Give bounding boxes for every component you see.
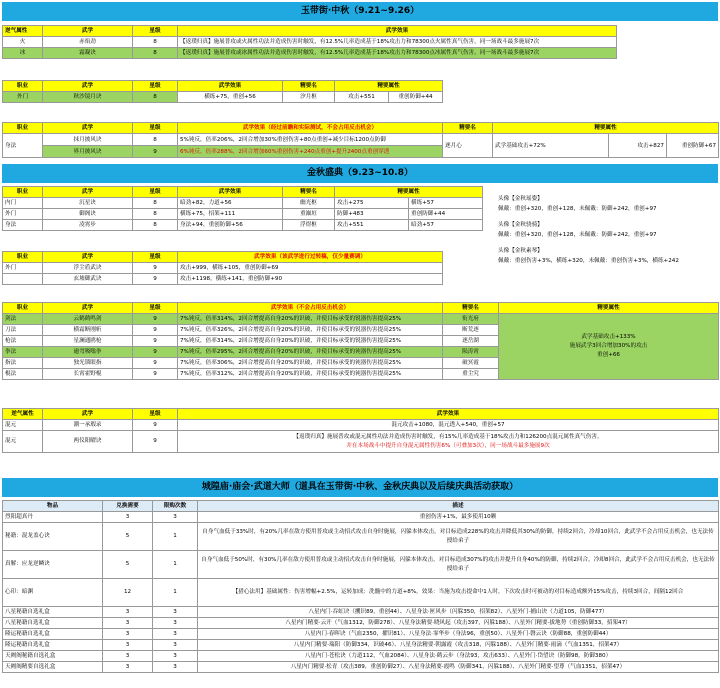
cell-line: 并在本场战斗中提升自身混元属性伤害6%（可叠加3次），同一场战斗最多施展9次 — [346, 442, 550, 449]
cell: 混元 — [3, 420, 43, 431]
cell: 9 — [133, 274, 178, 285]
col-header: 武学效果（经过前瞻和实际测试，不会占用反击机会） — [178, 123, 443, 134]
col-header: 武学 — [43, 303, 133, 314]
cell: 逐月心 — [443, 134, 493, 158]
col-header: 描述 — [198, 501, 719, 512]
col-header: 精要名 — [443, 123, 493, 134]
cell: 刀法 — [3, 325, 43, 336]
element-table-3 — [2, 122, 719, 158]
cell: 横练+75，招架+111 — [178, 209, 283, 220]
cell: 3 — [153, 607, 198, 618]
col-header: 精要属性 — [335, 81, 443, 92]
cell: 逐岳湖 — [443, 336, 499, 347]
cell: 八星内门精要·瑞阳（防御334，识破46）、八星身法精要·朝露霞（攻击318，闪躲188）、八星外门精要·雨滴（气血1351，招架47） — [198, 640, 719, 651]
cell: 5%钝反，倍率206%，2回合增加30%重创伤害+80点重创+减少目标1200点防御 — [178, 134, 443, 146]
item-name: 八星秘籍自选礼盒 — [3, 607, 103, 618]
col-header: 星级 — [133, 123, 178, 134]
cell: 凌霄步 — [43, 220, 133, 231]
cell: 9 — [133, 325, 178, 336]
col-header: 武学 — [43, 26, 133, 37]
cell: 两仪阳曜诀 — [43, 431, 133, 453]
col-header: 精要名 — [283, 187, 335, 198]
cell: 7%钝反，倍率326%，2回合增提高自身20%的识破，并使目标承受的锐器伤害提高25% — [178, 325, 443, 336]
col-header: 武学 — [43, 187, 133, 198]
cell: 重巅垣 — [283, 209, 335, 220]
cell: 身法+94，重创防御+56 — [178, 220, 283, 231]
cell: 冰 — [3, 48, 43, 59]
cell: 断荒逐 — [443, 325, 499, 336]
col-header: 星级 — [133, 187, 178, 198]
cell: 八星内门·春晖诀（气血2350，擢识81）、八星身法·霏华步（身法96，重创50）、八星外门·磬云诀（防御88，重创防御44） — [198, 629, 719, 640]
cell: 横霜断刚斩 — [43, 325, 133, 336]
cell: 浮煜枢 — [283, 220, 335, 231]
cell: 玄墟御武诀 — [43, 274, 133, 285]
cell: 外门 — [3, 263, 43, 274]
cell: 暗劲+82，力道+56 — [178, 198, 283, 209]
cell: 外门 — [3, 92, 43, 103]
cell: 8 — [133, 220, 178, 231]
cell: 3 — [153, 651, 198, 662]
cell: 9 — [133, 263, 178, 274]
cell: 潮一承瑕录 — [43, 420, 133, 431]
col-header: 星级 — [133, 26, 178, 37]
cell: 身法 — [3, 220, 43, 231]
cell: 浮尘盾武诀 — [43, 263, 133, 274]
cell: 【猎心法用】基础属性：伤害增幅+2.5%，运转加成：洗髓中的力道+8%。效果：当施为攻击提命中1人时，下次攻击时可被动的对目标造成额外15%攻击，持续3回合，间隔12回合 — [198, 579, 719, 607]
cell: 汐月枢 — [283, 92, 335, 103]
cell: 3 — [103, 629, 153, 640]
cell: 陨涛霄 — [443, 347, 499, 358]
item-name: 秘籍：混龙盖心诀 — [3, 523, 103, 551]
cell: 霜凝诀 — [43, 48, 133, 59]
col-header: 精要属性 — [493, 123, 719, 134]
col-header: 武学效果（不会占用反击机会） — [178, 303, 443, 314]
cell: 武学基础攻击+72% — [493, 134, 609, 158]
cell: 3 — [103, 662, 153, 673]
side-line: 重创+66 — [597, 352, 620, 358]
cell: 外门 — [3, 209, 43, 220]
col-header: 武学 — [43, 252, 133, 263]
cell: 八星内门·苍松诀（力道112，气血2084）、八星身法·鹤云步（身法93，攻击633）、八星外门·岱望诀（防御98，防御380） — [198, 651, 719, 662]
col-header: 职业 — [3, 303, 43, 314]
cell: 3 — [103, 512, 153, 523]
col-header: 星级 — [133, 409, 178, 420]
cell: 3 — [103, 607, 153, 618]
item-name: 天阙阁秘籍自选礼盒 — [3, 651, 103, 662]
col-header: 限购次数 — [153, 501, 198, 512]
cell: 7%钝反，倍率314%，2回合增提高自身20%的识破，并使目标承受的锐器伤害提高25% — [178, 336, 443, 347]
cell: 枪法 — [3, 336, 43, 347]
element-table-2 — [2, 80, 443, 103]
cell: 8 — [133, 198, 178, 209]
cell: 3 — [103, 618, 153, 629]
cell: 8 — [133, 48, 178, 59]
col-header: 逆气属性 — [3, 26, 43, 37]
cell: 3 — [103, 640, 153, 651]
cell: 6%钝反，倍率288%，2回合增加60%重创伤害+240点重创+提升2400点重创穿透 — [178, 146, 443, 158]
cell: 内门 — [3, 198, 43, 209]
cell: 9 — [133, 146, 178, 158]
cell: 【返璞归真】施展普攻或火属性功法并造成伤害时触发，有12.5%几率造成基于18%攻击力和78300点火属性真气伤害，同一场战斗最多施展7次 — [178, 37, 617, 48]
item-name: 隆运秘籍自选礼盒 — [3, 629, 103, 640]
cell-line: 【返璞归真】施展普攻或混元属性功法并造成伤害时触发，有15%几率造成基于18%攻击力和126200点混元属性真气伤害。 — [293, 433, 603, 440]
col-header: 精要名 — [443, 303, 499, 314]
cell: 重尘究 — [443, 369, 499, 380]
cell: 长霄霍野棍 — [43, 369, 133, 380]
col-header: 精要属性 — [335, 187, 483, 198]
cell: 1 — [153, 551, 198, 579]
cell: 防御+483 — [335, 209, 409, 220]
cell — [178, 431, 719, 453]
cell: 独光锁眼指 — [43, 358, 133, 369]
cell: 重创防御+44 — [409, 209, 483, 220]
cell: 7%钝反，倍率306%，2回合增提高自身20%的识破，并使目标承受的钝器伤害提高25% — [178, 358, 443, 369]
col-header: 武学效果（该武学进行过转稿，仅少量赛调） — [178, 252, 443, 263]
section-title-temple: 城隍庙·庙会·武道大师（道具在玉带街·中秋、金秋庆典以及后续庆典活动获取） — [2, 478, 718, 497]
cell: 指法 — [3, 358, 43, 369]
cell: 攻击+551 — [335, 220, 409, 231]
avatar-effect: 佩戴：重创+320，重创+128，未佩戴：防御+242，重创+97 — [498, 232, 657, 238]
cell — [3, 274, 43, 285]
cell: 破冥霞 — [443, 358, 499, 369]
cell: 重创伤害+1%，最多使用10颗 — [198, 512, 719, 523]
cell: 八星内门精要·松青（攻击389，重创防御27）、八星身法精要·霞鸣（防御341，闪躲188）、八星外门精要·望尊（气血1351，招架47） — [198, 662, 719, 673]
cell: 横练+57 — [409, 198, 483, 209]
col-header: 星级 — [133, 303, 178, 314]
cell: 攻击+999，横练+105，重创防御+69 — [178, 263, 443, 274]
section-title-yudai: 玉带街·中秋（9.21~9.26） — [2, 2, 718, 21]
cell: 幽光枢 — [283, 198, 335, 209]
jinqiu-table-3 — [2, 302, 719, 380]
cell: 9 — [133, 314, 178, 325]
side-line: 施展武学3回合增加30%的攻击 — [569, 343, 648, 349]
cell: 5 — [103, 551, 153, 579]
avatar-effect: 佩戴：重创+320，重创+128，未佩戴：防御+242，重创+97 — [498, 206, 657, 212]
cell: 剑法 — [3, 314, 43, 325]
item-name: 心印：暗渊 — [3, 579, 103, 607]
cell: 9 — [133, 431, 178, 453]
cell: 攻击+1198，横练+141，重创防御+90 — [178, 274, 443, 285]
cell: 逾弯吸嗡拳 — [43, 347, 133, 358]
col-header: 物品 — [3, 501, 103, 512]
cell: 拳法 — [3, 347, 43, 358]
avatar-bonus-list — [498, 194, 718, 266]
cell: 云鹤鹤鸣剑 — [43, 314, 133, 325]
cell: 8 — [133, 37, 178, 48]
cell: 3 — [153, 629, 198, 640]
cell: 星澜通鸥枪 — [43, 336, 133, 347]
cell: 八星内门精要·云开（气血1312，防御278）、八星身法精要·晓风起（攻击397，闪躲188）、八星外门精要·拔地势（重创防御33，招架47） — [198, 618, 719, 629]
cell: 【返璞归真】施展普攻或冰属性功法并造成伤害时触发，有12.5%几率造成基于18%攻击力和78300点冰属性真气伤害，同一场战斗最多施展7次 — [178, 48, 617, 59]
jinqiu-table-2 — [2, 251, 443, 285]
cell: 1 — [153, 523, 198, 551]
col-header: 武学 — [43, 123, 133, 134]
cell: 9 — [133, 358, 178, 369]
item-name: 天阙阁精要自选礼盒 — [3, 662, 103, 673]
cell: 8 — [133, 134, 178, 146]
cell: 界月披风诀 — [43, 146, 133, 158]
cell: 棍法 — [3, 369, 43, 380]
cell: 混元攻击+1080，混元透入+540，重创+57 — [178, 420, 719, 431]
cell: 衔光府 — [443, 314, 499, 325]
col-header: 职业 — [3, 123, 43, 134]
col-header: 武学效果 — [178, 81, 283, 92]
exchange-table — [2, 500, 719, 673]
item-name: 隆运秘籍自选礼盒 — [3, 640, 103, 651]
avatar-title: 头像【金秋骁骑】 — [498, 222, 543, 228]
cell: 重创防御+44 — [389, 92, 443, 103]
col-header: 职业 — [3, 252, 43, 263]
cell: 御阁诀 — [43, 209, 133, 220]
col-header: 星级 — [133, 81, 178, 92]
cell: 秋沙镜月诀 — [43, 92, 133, 103]
col-header: 兑换需要 — [103, 501, 153, 512]
cell: 攻击+275 — [335, 198, 409, 209]
item-name: 八星秘籍自选礼盒 — [3, 618, 103, 629]
col-header: 武学 — [43, 409, 133, 420]
element-table-1 — [2, 25, 617, 59]
cell: 7%钝反，倍率312%，2回合增提高自身20%的识破，并使目标承受的钝器伤害提高25% — [178, 369, 443, 380]
jinqiu-side-effect — [499, 314, 719, 380]
jinqiu-table-1 — [2, 186, 483, 231]
cell: 3 — [153, 662, 198, 673]
cell: 自身气血低于50%时，有30%几率在敌方使用普攻或主动招式攻击自身时施展，闪躲本体攻击，对目标造成307%的攻击并提升自身40%的防御，持续2回合，冷却8回合，此武学不会占用反击机会，也无法传授给弟子 — [198, 551, 719, 579]
cell: 身法 — [3, 134, 43, 158]
item-name: 真解：应龙逆鳞诀 — [3, 551, 103, 579]
side-line: 武学基础攻击+133% — [581, 334, 636, 340]
cell: 7%钝反，倍率314%，2回合增提高自身20%的识破，并使目标承受的锐器伤害提高25% — [178, 314, 443, 325]
cell: 抹月披风诀 — [43, 134, 133, 146]
cell: 攻击+551 — [335, 92, 389, 103]
cell: 沉星诀 — [43, 198, 133, 209]
avatar-title: 头像【金秋素琴】 — [498, 248, 543, 254]
col-header: 武学效果 — [178, 187, 283, 198]
col-header: 武学 — [43, 81, 133, 92]
cell: 3 — [153, 640, 198, 651]
cell: 八星内门·吞虹诀（攫识89，重创44）、八星身法·匣风步（闪躲350，招架82）、八星外门·捕山诀（力道105，防御477） — [198, 607, 719, 618]
cell: 1 — [153, 579, 198, 607]
cell: 9 — [133, 420, 178, 431]
avatar-effect: 佩戴：重创伤害+3%，横练+320，未佩戴：重创伤害+3%，横练+242 — [498, 258, 679, 264]
col-header: 武学效果 — [178, 409, 719, 420]
cell: 8 — [133, 209, 178, 220]
cell: 暗劲+57 — [409, 220, 483, 231]
cell: 火 — [3, 37, 43, 48]
col-header: 精要属性 — [499, 303, 719, 314]
col-header: 武学效果 — [178, 26, 617, 37]
cell: 9 — [133, 336, 178, 347]
cell: 混元 — [3, 431, 43, 453]
cell: 3 — [103, 651, 153, 662]
cell: 9 — [133, 347, 178, 358]
avatar-title: 头像【金秋瑶姿】 — [498, 196, 543, 202]
cell: 7%钝反，倍率295%，2回合增提高自身20%的识破，并使目标承受的钝器伤害提高25% — [178, 347, 443, 358]
cell: 横练+75，重创+56 — [178, 92, 283, 103]
item-name: 烈阳超真丹 — [3, 512, 103, 523]
col-header: 职业 — [3, 187, 43, 198]
col-header: 逆气属性 — [3, 409, 43, 420]
cell: 赤焰劲 — [43, 37, 133, 48]
cell: 12 — [103, 579, 153, 607]
section-title-jinqiu: 金秋盛典（9.23~10.8） — [2, 164, 718, 183]
col-header: 精要名 — [283, 81, 335, 92]
cell: 9 — [133, 369, 178, 380]
cell: 重创防御+67 — [667, 134, 719, 158]
cell: 8 — [133, 92, 178, 103]
cell: 3 — [153, 618, 198, 629]
jinqiu-table-4 — [2, 408, 719, 453]
col-header: 星级 — [133, 252, 178, 263]
col-header: 职业 — [3, 81, 43, 92]
cell: 自身气血低于33%时，有20%几率在敌方使用普攻或主动招式攻击自身时施展，闪躲本体攻击，对目标造成228%的攻击并降低其30%的防御，持续2回合，冷却10回合，此武学不会占用反击机会，也无法传授给弟子 — [198, 523, 719, 551]
cell: 5 — [103, 523, 153, 551]
cell: 3 — [153, 512, 198, 523]
cell: 攻击+827 — [609, 134, 667, 158]
